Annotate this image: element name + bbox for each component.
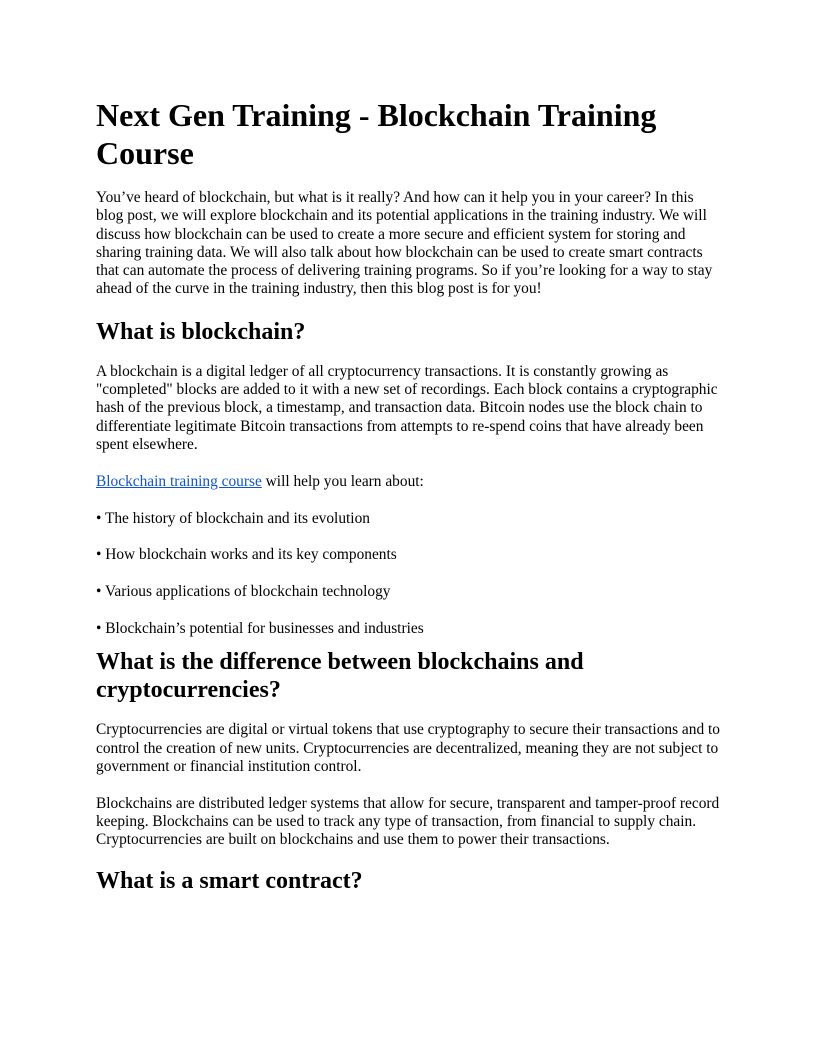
course-intro-suffix: will help you learn about: [261, 472, 424, 490]
crypto-definition-paragraph: Cryptocurrencies are digital or virtual tokens that use cryptography to secure their transactions and to control the creation of new units. Cryptocurrencies are decentralized, meaning they are not subject to government or financial institution control. [96, 721, 720, 775]
blockchain-ledger-paragraph: Blockchains are distributed ledger systems that allow for secure, transparent and tamper-proof record keeping. Blockchains can be used to track any type of transaction, from financial to supply chain. Cryptocurrencies are built on blockchains and use them to power their transactions. [96, 794, 720, 849]
section-heading-blockchain-vs-crypto: What is the difference between blockchains and cryptocurrencies? [96, 649, 584, 704]
intro-paragraph: You’ve heard of blockchain, but what is it really? And how can it help you in your career? In this blog post, we will explore blockchain and its potential applications in the training industry. We will discuss how blockchain can be used to create a more secure and efficient system for storing and sharing training data. We will also talk about how blockchain can be used to create smart contracts that can automate the process of delivering training programs. So if you’re looking for a way to stay ahead of the curve in the training industry, then this blog post is for you! [96, 189, 713, 298]
page-title: Next Gen Training - Blockchain Training Course [96, 97, 657, 171]
blockchain-definition-paragraph: A blockchain is a digital ledger of all cryptocurrency transactions. It is constantly growing as "completed" blocks are added to it with a new set of recordings. Each block contains a cryptographic hash of the previous block, a timestamp, and transaction data. Bitcoin nodes use the block chain to differentiate legitimate Bitcoin transactions from attempts to re-spend coins that have already been spent elsewhere. [96, 362, 718, 453]
document-page [96, 96, 722, 895]
course-intro-line [96, 473, 722, 491]
section-heading-what-is-blockchain: What is blockchain? [96, 318, 306, 345]
section-heading-smart-contract: What is a smart contract? [96, 867, 363, 894]
blockchain-course-link[interactable]: Blockchain training course [96, 472, 262, 490]
bullet-item-potential: • Blockchain’s potential for businesses and industries [96, 619, 424, 637]
bullet-item-how-it-works: • How blockchain works and its key components [96, 546, 397, 564]
bullet-item-applications: • Various applications of blockchain technology [96, 583, 391, 601]
bullet-item-history: • The history of blockchain and its evolution [96, 509, 370, 527]
